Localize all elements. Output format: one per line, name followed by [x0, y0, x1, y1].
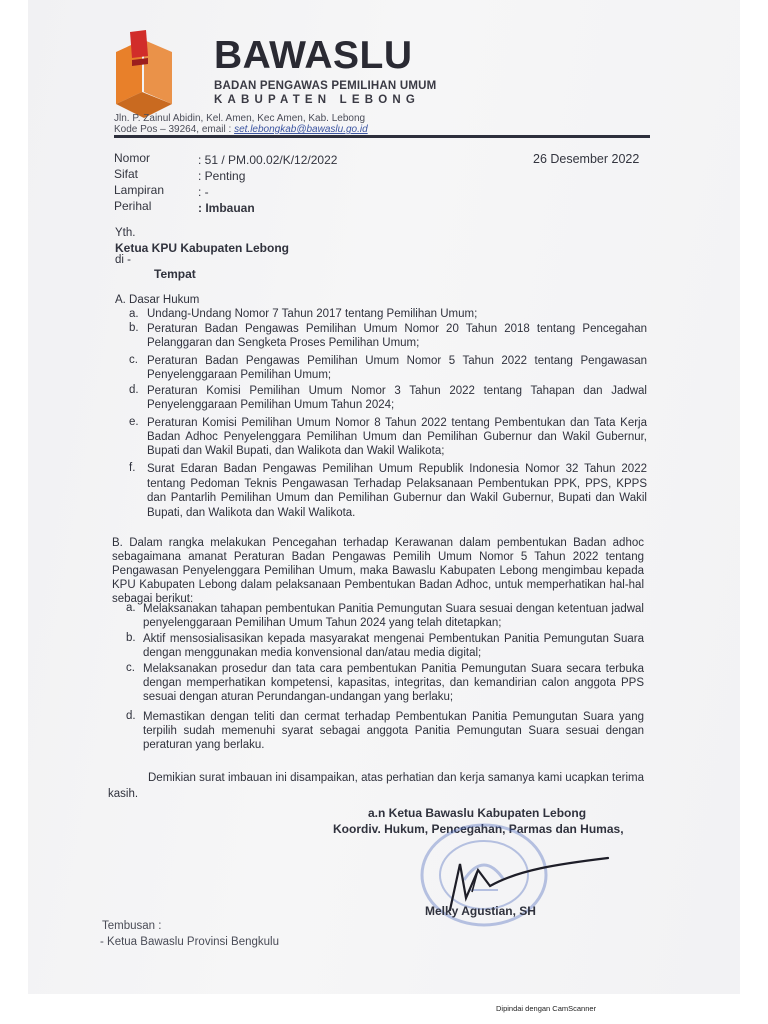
- section-a-item: Peraturan Komisi Pemilihan Umum Nomor 3 Tahun 2022 tentang Tahapan dan Jadwal Penyelenggaraan Pemilihan Umum Tahun 2024;: [147, 385, 647, 411]
- section-b-item: Memastikan dengan teliti dan cermat terhadap Pembentukan Panitia Pemungutan Suara yang terpilih sudah memenuhi syarat sebagai anggota Panitia Pemungutan Suara sesuai dengan peraturan yang berlaku.: [143, 711, 644, 751]
- section-a-item: Peraturan Komisi Pemilihan Umum Nomor 8 Tahun 2022 tentang Pembentukan dan Tata Kerja Badan Adhoc Penyelenggara Pemilihan Umum dan Pemilihan Gubernur dan Wakil Gubernur, Bupati dan Wakil Bupati, dan Walikota dan Wakil Walikota;: [147, 417, 647, 457]
- signoff-on-behalf: a.n Ketua Bawaslu Kabupaten Lebong: [368, 806, 587, 820]
- section-b-item: Melaksanakan prosedur dan tata cara pembentukan Panitia Pemungutan Suara secara terbuka dengan memperhatikan kompetensi, kapasitas, integritas, dan kemandirian calon anggota PPS sesuai dengan aturan Perundangan-undangan yang berlaku;: [143, 663, 644, 703]
- section-a-heading: A. Dasar Hukum: [115, 294, 200, 306]
- sifat-label: Sifat: [114, 167, 139, 181]
- section-b-item: Aktif mensosialisasikan kepada masyarakat mengenai Pembentukan Panitia Pemungutan Suara dengan menggunakan media konvensional dan/atau media digital;: [143, 633, 644, 659]
- letterhead-divider: [114, 135, 650, 138]
- closing-paragraph: Demikian surat imbauan ini disampaikan, atas perhatian dan kerja samanya kami ucapkan terima kasih.: [108, 772, 644, 800]
- perihal-label: Perihal: [114, 199, 152, 213]
- section-a-letter: d.: [129, 384, 139, 396]
- section-a-letter: b.: [129, 322, 139, 334]
- org-name: BADAN PENGAWAS PEMILIHAN UMUM: [214, 80, 437, 92]
- signoff-division: Koordiv. Hukum, Pencegahan, Parmas dan Humas,: [333, 822, 624, 836]
- tembusan-label: Tembusan :: [102, 920, 162, 932]
- lampiran-value: : -: [198, 185, 209, 199]
- section-b-intro: B. Dalam rangka melakukan Pencegahan terhadap Kerawanan dalam pembentukan Badan adhoc sebagaimana amanat Peraturan Badan Pengawas Pemilih Umum Nomor 5 Tahun 2022 tentang Pengawasan Penyelenggara Pemilihan Umum, maka Bawaslu Kabupaten Lebong mengimbau kepada KPU Kabupaten Lebong dalam pelaksanaan Pembentukan Badan Adhoc, untuk memperhatikan hal-hal sebagai berikut:: [112, 537, 644, 605]
- section-a-item: Undang-Undang Nomor 7 Tahun 2017 tentang Pemilihan Umum;: [147, 308, 478, 320]
- nomor-value: : 51 / PM.00.02/K/12/2022: [198, 153, 338, 167]
- lampiran-label: Lampiran: [114, 183, 165, 197]
- postal-code: Kode Pos – 39264, email :: [114, 124, 235, 135]
- recipient-di: di -: [115, 254, 131, 266]
- address-line: Jln. P. Zainul Abidin, Kel. Amen, Kec Amen, Kab. Lebong: [114, 113, 366, 124]
- section-b-item: Melaksanakan tahapan pembentukan Panitia Pemungutan Suara sesuai dengan ketentuan jadwal penyelenggaraan Pemilihan Umum Tahun 2024 yang telah ditetapkan;: [143, 603, 644, 629]
- section-a-item: Peraturan Badan Pengawas Pemilihan Umum Nomor 20 Tahun 2018 tentang Pencegahan Pelanggaran dan Sengketa Proses Pemilihan Umum;: [147, 323, 647, 349]
- address-email-line: [114, 124, 368, 135]
- section-b-letter: d.: [126, 710, 136, 722]
- nomor-label: Nomor: [114, 151, 151, 165]
- letter-sheet: [28, 0, 740, 994]
- section-a-item: Peraturan Badan Pengawas Pemilihan Umum Nomor 5 Tahun 2022 tentang Pengawasan Penyelenggaraan Pemilihan Umum;: [147, 355, 647, 381]
- recipient-name: Ketua KPU Kabupaten Lebong: [115, 241, 290, 255]
- signatory-name: Melky Agustian, SH: [425, 904, 536, 918]
- sifat-value: : Penting: [198, 169, 246, 183]
- section-a-letter: c.: [129, 354, 138, 366]
- perihal-value: : Imbauan: [198, 201, 255, 215]
- org-region: KABUPATEN LEBONG: [214, 94, 421, 106]
- yth: Yth.: [115, 227, 136, 239]
- recipient-place: Tempat: [154, 267, 196, 281]
- scanner-watermark: Dipindai dengan CamScanner: [496, 1004, 597, 1013]
- section-a-letter: f.: [129, 462, 136, 474]
- section-b-letter: b.: [126, 632, 136, 644]
- brand-name: BAWASLU: [214, 34, 413, 77]
- bawaslu-logo-icon: [112, 30, 182, 120]
- section-a-item: Surat Edaran Badan Pengawas Pemilihan Umum Republik Indonesia Nomor 32 Tahun 2022 tentang Pedoman Teknis Pengawasan Terhadap Pelaksanaan Pembentukan PPK, PPS, KPPS dan Pantarlih Pemilihan Umum dan Pemilihan Gubernur dan Wakil Gubernur, Bupati dan Wakil Bupati, dan Walikota dan Wakil Walikota.: [147, 463, 647, 519]
- section-b-letter: a.: [126, 602, 136, 614]
- section-b-letter: c.: [126, 662, 135, 674]
- letter-date: 26 Desember 2022: [533, 152, 640, 166]
- section-a-letter: a.: [129, 308, 139, 320]
- tembusan-item: - Ketua Bawaslu Provinsi Bengkulu: [100, 936, 279, 948]
- email-link[interactable]: set.lebongkab@bawaslu.go.id: [234, 124, 368, 135]
- section-a-letter: e.: [129, 416, 139, 428]
